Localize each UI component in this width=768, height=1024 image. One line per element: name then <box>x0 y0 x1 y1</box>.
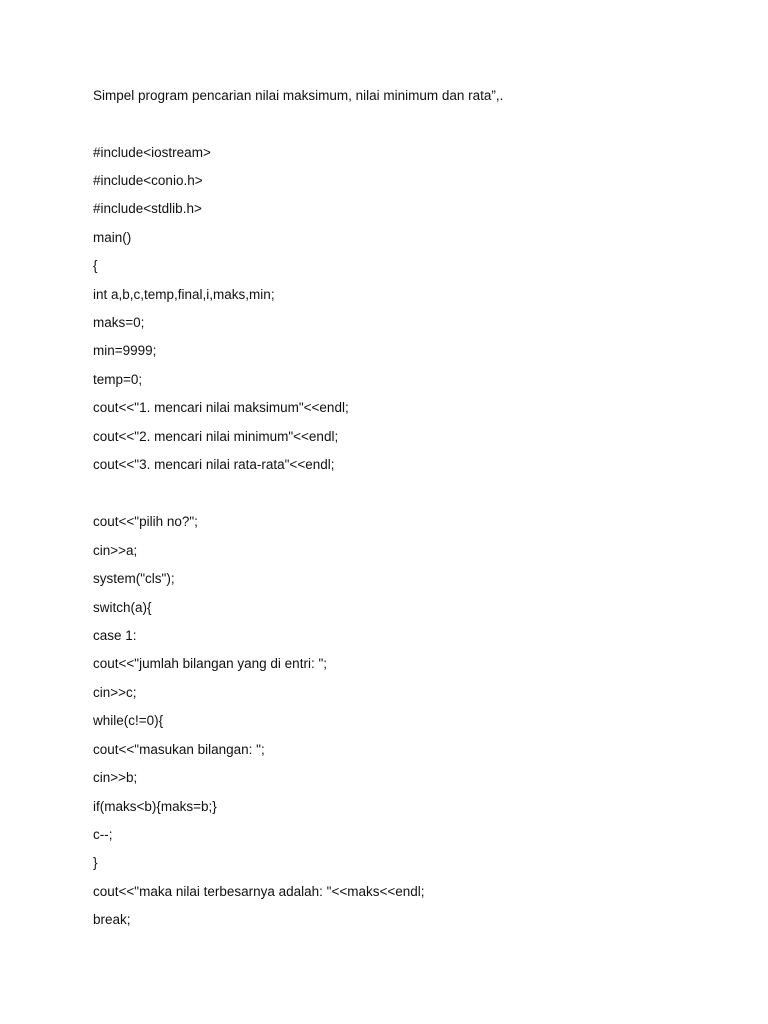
code-line: int a,b,c,temp,final,i,maks,min; <box>93 287 275 302</box>
code-block <box>93 0 733 1024</box>
code-line: cout<<"pilih no?"; <box>93 514 198 529</box>
code-line: while(c!=0){ <box>93 713 164 728</box>
code-line: #include<stdlib.h> <box>93 201 202 216</box>
code-line: switch(a){ <box>93 600 152 615</box>
code-line: cout<<"maka nilai terbesarnya adalah: "<<maks<<endl; <box>93 884 425 899</box>
code-line: } <box>93 855 98 870</box>
code-line: cin>>c; <box>93 685 137 700</box>
code-line: min=9999; <box>93 343 157 358</box>
code-line: cout<<"2. mencari nilai minimum"<<endl; <box>93 429 339 444</box>
code-line: cin>>b; <box>93 770 138 785</box>
code-line: { <box>93 258 98 273</box>
code-line: temp=0; <box>93 372 143 387</box>
code-line: case 1: <box>93 628 137 643</box>
code-line: cout<<"3. mencari nilai rata-rata"<<endl; <box>93 457 335 472</box>
code-line: maks=0; <box>93 315 145 330</box>
code-line: cin>>a; <box>93 543 138 558</box>
code-line: #include<iostream> <box>93 145 211 160</box>
code-line: cout<<"1. mencari nilai maksimum"<<endl; <box>93 400 349 415</box>
code-line: c--; <box>93 827 113 842</box>
code-line: break; <box>93 912 131 927</box>
document-title: Simpel program pencarian nilai maksimum, nilai minimum dan rata”,. <box>93 88 504 103</box>
code-line: if(maks<b){maks=b;} <box>93 799 217 814</box>
code-line: cout<<"masukan bilangan: "; <box>93 742 265 757</box>
code-line: cout<<"jumlah bilangan yang di entri: "; <box>93 656 327 671</box>
code-line: main() <box>93 230 132 245</box>
code-line: #include<conio.h> <box>93 173 203 188</box>
code-line: system("cls"); <box>93 571 175 586</box>
